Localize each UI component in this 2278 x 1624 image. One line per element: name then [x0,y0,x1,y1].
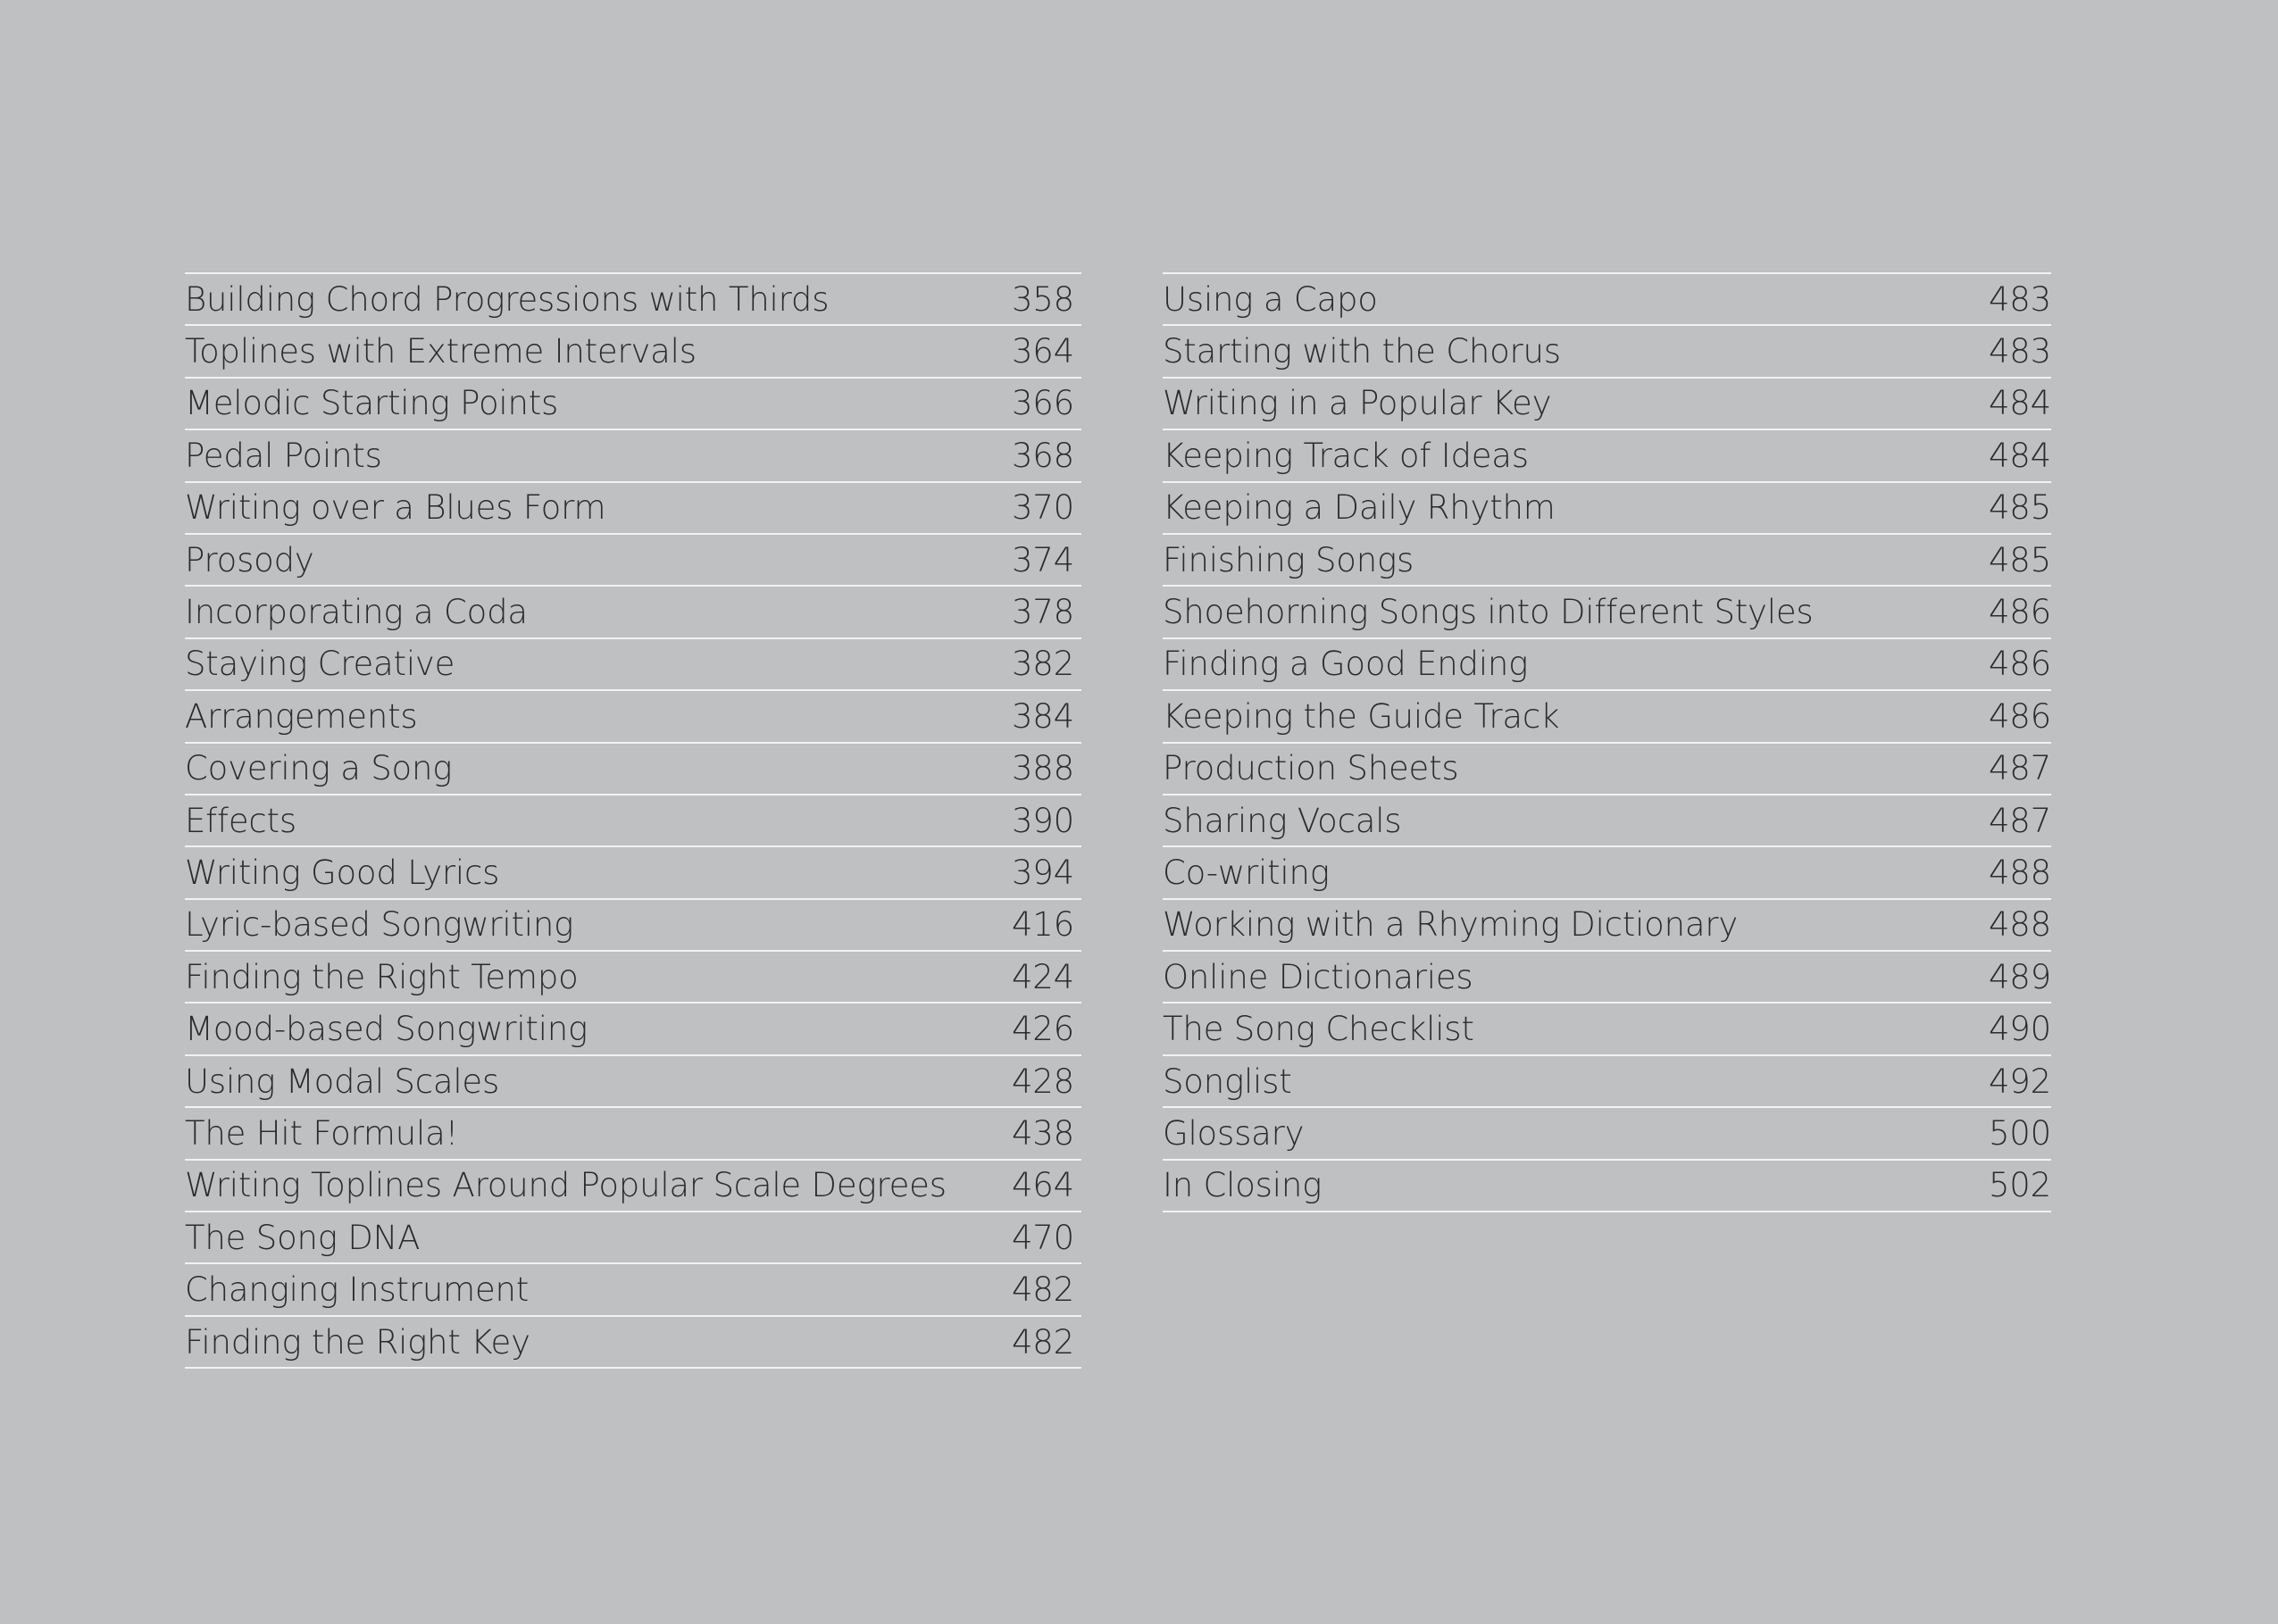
toc-entry-page-number: 485 [1988,488,2051,528]
toc-entry[interactable] [185,1317,1081,1369]
toc-entry-title: Staying Creative [185,645,455,684]
toc-entry-page-number: 370 [1011,488,1074,528]
toc-entry-title: Building Chord Progressions with Thirds [185,279,830,319]
toc-entry-title: Finding a Good Ending [1163,645,1529,684]
toc-entry-page-number: 492 [1988,1062,2051,1101]
toc-entry-title: Writing in a Popular Key [1163,384,1552,423]
toc-entry-page-number: 500 [1988,1113,2051,1153]
toc-entry[interactable] [185,744,1081,795]
toc-entry[interactable] [185,587,1081,638]
toc-entry-page-number: 487 [1988,801,2051,840]
toc-entry[interactable] [185,691,1081,743]
toc-entry-page-number: 464 [1011,1166,1074,1205]
toc-entry-page-number: 484 [1988,436,2051,475]
toc-entry[interactable] [185,1212,1081,1264]
toc-column-left [185,272,1081,1369]
toc-entry-title: Effects [185,801,296,840]
toc-entry[interactable] [1163,691,2051,743]
toc-entry-title: Co-writing [1163,853,1330,892]
toc-entry-page-number: 486 [1988,645,2051,684]
toc-entry[interactable] [185,1264,1081,1316]
toc-entry-title: Production Sheets [1163,749,1459,788]
toc-entry[interactable] [1163,1004,2051,1055]
toc-entry-page-number: 485 [1988,540,2051,579]
toc-entry-title: Glossary [1163,1113,1305,1153]
toc-entry-title: Pedal Points [185,436,382,475]
toc-entry-title: The Hit Formula! [185,1113,459,1153]
toc-entry[interactable] [185,326,1081,378]
toc-entry-page-number: 470 [1011,1218,1074,1257]
toc-entry[interactable] [185,274,1081,326]
toc-entry-title: Keeping Track of Ideas [1163,436,1529,475]
toc-entry[interactable] [1163,430,2051,482]
toc-entry[interactable] [1163,847,2051,899]
toc-entry[interactable] [1163,483,2051,535]
toc-entry-title: Using Modal Scales [185,1062,500,1101]
toc-entry[interactable] [185,847,1081,899]
toc-entry-page-number: 484 [1988,384,2051,423]
toc-entry-page-number: 384 [1011,696,1074,736]
toc-entry-title: In Closing [1163,1166,1323,1205]
toc-entry-page-number: 416 [1011,905,1074,945]
toc-column-right [1163,272,2051,1212]
toc-entry-title: Covering a Song [185,749,453,788]
toc-entry-page-number: 482 [1011,1322,1074,1362]
toc-entry-title: Working with a Rhyming Dictionary [1163,905,1739,945]
toc-entry[interactable] [185,795,1081,847]
toc-entry-page-number: 388 [1011,749,1074,788]
toc-entry-title: Online Dictionaries [1163,957,1473,996]
toc-entry-title: Songlist [1163,1062,1292,1101]
toc-entry-page-number: 428 [1011,1062,1074,1101]
toc-entry-title: Using a Capo [1163,279,1378,319]
toc-entry[interactable] [185,430,1081,482]
toc-entry[interactable] [1163,900,2051,952]
toc-entry-page-number: 382 [1011,645,1074,684]
toc-entry-page-number: 483 [1988,332,2051,371]
toc-entry-title: Shoehorning Songs into Different Styles [1163,593,1814,632]
toc-entry-title: Arrangements [185,696,418,736]
toc-entry[interactable] [1163,952,2051,1004]
toc-entry-title: Toplines with Extreme Intervals [185,332,697,371]
toc-entry[interactable] [185,535,1081,587]
toc-entry-page-number: 488 [1988,905,2051,945]
toc-entry-page-number: 502 [1988,1166,2051,1205]
toc-entry[interactable] [185,379,1081,430]
toc-entry-title: Mood-based Songwriting [185,1010,588,1049]
toc-entry[interactable] [185,1004,1081,1055]
toc-entry-title: Sharing Vocals [1163,801,1402,840]
toc-entry-page-number: 358 [1011,279,1074,319]
toc-entry[interactable] [1163,1108,2051,1160]
toc-entry-title: The Song Checklist [1163,1010,1474,1049]
toc-entry[interactable] [185,1161,1081,1212]
toc-entry-title: Prosody [185,540,314,579]
toc-entry[interactable] [185,639,1081,691]
toc-entry-page-number: 490 [1988,1010,2051,1049]
toc-entry-page-number: 489 [1988,957,2051,996]
toc-entry[interactable] [1163,274,2051,326]
toc-entry-title: Writing Toplines Around Popular Scale Degrees [185,1166,947,1205]
toc-entry-page-number: 483 [1988,279,2051,319]
toc-entry-page-number: 368 [1011,436,1074,475]
toc-entry-page-number: 424 [1011,957,1074,996]
toc-entry-page-number: 486 [1988,593,2051,632]
toc-entry[interactable] [1163,326,2051,378]
toc-entry-title: Lyric-based Songwriting [185,905,574,945]
toc-entry-page-number: 426 [1011,1010,1074,1049]
toc-entry-page-number: 482 [1011,1270,1074,1310]
toc-entry-title: Writing over a Blues Form [185,488,606,528]
toc-entry-page-number: 486 [1988,696,2051,736]
toc-entry-page-number: 390 [1011,801,1074,840]
toc-entry-title: Incorporating a Coda [185,593,528,632]
toc-entry[interactable] [1163,639,2051,691]
toc-entry-title: The Song DNA [185,1218,421,1257]
toc-entry[interactable] [1163,535,2051,587]
toc-entry[interactable] [185,1108,1081,1160]
toc-entry-title: Finding the Right Tempo [185,957,579,996]
toc-entry-title: Writing Good Lyrics [185,853,500,892]
toc-entry[interactable] [1163,744,2051,795]
toc-entry-page-number: 378 [1011,593,1074,632]
toc-entry[interactable] [185,952,1081,1004]
toc-entry-title: Finding the Right Key [185,1322,530,1362]
toc-entry[interactable] [185,1056,1081,1108]
toc-entry[interactable] [1163,1056,2051,1108]
toc-entry-page-number: 488 [1988,853,2051,892]
toc-entry-page-number: 364 [1011,332,1074,371]
toc-entry-title: Keeping a Daily Rhythm [1163,488,1556,528]
toc-entry[interactable] [1163,795,2051,847]
toc-entry[interactable] [185,900,1081,952]
toc-entry[interactable] [1163,379,2051,430]
toc-entry-page-number: 438 [1011,1113,1074,1153]
toc-entry-title: Keeping the Guide Track [1163,696,1560,736]
toc-entry-title: Changing Instrument [185,1270,530,1310]
toc-entry-title: Starting with the Chorus [1163,332,1561,371]
toc-entry-page-number: 487 [1988,749,2051,788]
toc-entry-page-number: 366 [1011,384,1074,423]
toc-entry-title: Melodic Starting Points [185,384,559,423]
toc-entry[interactable] [185,483,1081,535]
toc-entry-page-number: 374 [1011,540,1074,579]
toc-entry-title: Finishing Songs [1163,540,1414,579]
toc-entry-page-number: 394 [1011,853,1074,892]
toc-entry[interactable] [1163,587,2051,638]
toc-entry[interactable] [1163,1161,2051,1212]
